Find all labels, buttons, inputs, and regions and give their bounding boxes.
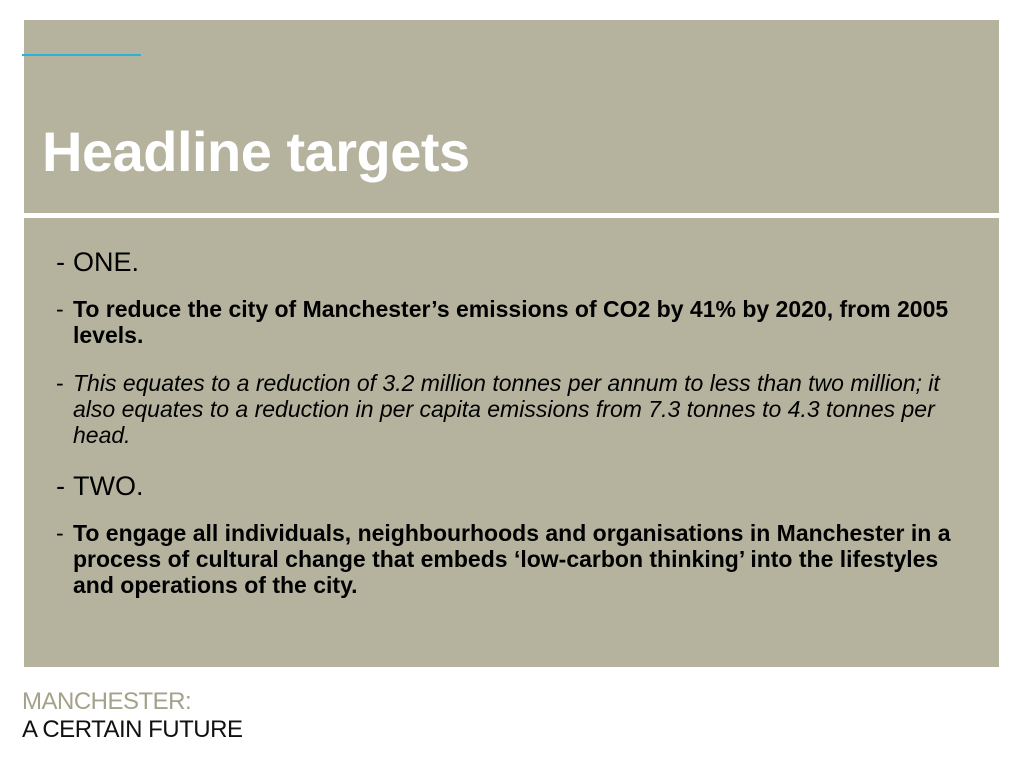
title-panel (24, 20, 999, 213)
content-panel (24, 218, 999, 667)
logo-line-primary: MANCHESTER: (22, 688, 192, 715)
bullet-text: TWO. (73, 471, 144, 501)
bullet-dash: - (56, 520, 64, 546)
logo-line-secondary: A CERTAIN FUTURE (22, 716, 243, 743)
bullet-dash: - (56, 471, 65, 501)
bullet-item-target-one-detail (56, 370, 966, 448)
bullet-dash: - (56, 370, 64, 396)
bullet-item-one-heading (56, 246, 966, 278)
page-title: Headline targets (42, 120, 470, 183)
bullet-item-two-heading (56, 470, 966, 502)
bullet-text: To engage all individuals, neighbourhoods and organisations in Manchester in a process of cultural change that embeds ‘low-carbon thinking’ into the lifestyles and operations of the city. (73, 520, 951, 598)
bullet-item-target-two (56, 520, 966, 598)
bullet-item-target-one (56, 296, 966, 348)
bullet-text: To reduce the city of Manchester’s emissions of CO2 by 41% by 2020, from 2005 levels. (73, 296, 949, 348)
bullet-text: ONE. (73, 247, 140, 277)
manchester-logo (22, 688, 242, 744)
bullet-list (56, 246, 966, 620)
bullet-text: This equates to a reduction of 3.2 million tonnes per annum to less than two million; it also equates to a reduction in per capita emissions from 7.3 tonnes to 4.3 tonnes per head. (73, 370, 940, 448)
bullet-dash: - (56, 296, 64, 322)
logo-underline-accent (22, 54, 141, 56)
bullet-dash: - (56, 247, 65, 277)
